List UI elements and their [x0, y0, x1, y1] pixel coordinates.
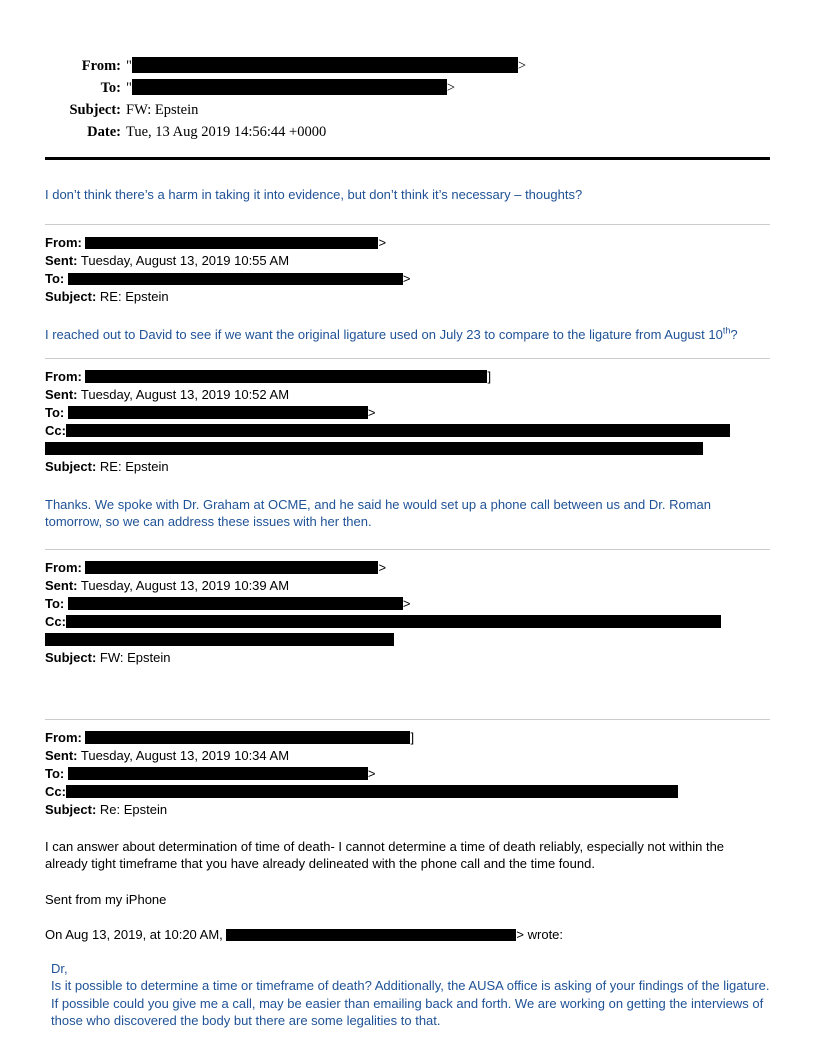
reply-intro	[45, 926, 770, 944]
redaction-bar	[45, 633, 394, 646]
from-label: From:	[45, 368, 82, 384]
redaction-bar	[66, 785, 678, 798]
subject-value: FW: Epstein	[126, 102, 199, 118]
from-row	[45, 368, 770, 386]
reply-intro-suffix: > wrote:	[516, 927, 564, 942]
subject-label: Subject:	[45, 649, 97, 665]
subject-label: Subject:	[45, 289, 97, 304]
cc-label: Cc:	[45, 613, 66, 629]
message-text-tail: ?	[730, 327, 738, 342]
sent-value: Tuesday, August 13, 2019 10:39 AM	[80, 577, 290, 593]
subject-label: Subject:	[45, 458, 97, 474]
redaction-bar	[45, 442, 703, 455]
sent-row	[45, 747, 770, 765]
sent-row	[45, 252, 770, 270]
sent-label: Sent:	[45, 577, 78, 593]
quoted-email-3	[45, 550, 770, 667]
subject-row	[45, 801, 770, 819]
subject-value: RE: Epstein	[99, 458, 169, 474]
cc-label: Cc:	[45, 783, 66, 799]
redaction-bar	[68, 406, 368, 419]
date-value: Tue, 13 Aug 2019 14:56:44 +0000	[126, 124, 327, 140]
redaction-bar	[85, 237, 378, 250]
date-label: Date:	[87, 124, 121, 140]
from-label: From:	[45, 559, 82, 575]
sent-label: Sent:	[45, 253, 78, 268]
to-row	[45, 404, 770, 422]
header-rule	[45, 157, 770, 160]
top-message-text: I don’t think there’s a harm in taking it into evidence, but don’t think it’s necessary – thoughts?	[45, 186, 583, 202]
quoted-email-4	[45, 720, 770, 1030]
redaction-bar	[68, 767, 368, 780]
cc-row	[45, 422, 770, 458]
to-value	[126, 77, 770, 99]
subject-value: FW: Epstein	[99, 649, 171, 665]
angle-bracket: >	[378, 235, 387, 250]
message-text	[45, 326, 770, 344]
from-label: From:	[45, 235, 82, 250]
sent-row	[45, 386, 770, 404]
sent-value: Tuesday, August 13, 2019 10:55 AM	[80, 253, 290, 268]
quoted-reply-text: Is it possible to determine a time or timeframe of death? Additionally, the AUSA office is asking of your findings of the ligature. If possible could you give me a call, may be easier than emailing back and forth. We are working on getting the interviews of those who discovered the body but there are some legalities to that.	[51, 978, 770, 1028]
to-label: To:	[45, 404, 65, 420]
quoted-email-1	[45, 225, 770, 344]
subject-row	[45, 458, 770, 476]
angle-bracket: >	[378, 559, 387, 575]
to-row	[45, 595, 770, 613]
redaction-bar	[85, 561, 378, 574]
to-row	[45, 270, 770, 288]
redaction-bar	[66, 424, 730, 437]
to-row	[45, 765, 770, 783]
from-value	[126, 55, 770, 77]
subject-row	[45, 649, 770, 667]
to-label: To:	[100, 80, 121, 96]
message-text: Thanks. We spoke with Dr. Graham at OCME, and he said he would set up a phone call between us and Dr. Roman tomorrow, so we can address these issues with her then.	[45, 496, 712, 529]
redaction-bar	[85, 370, 487, 383]
sent-label: Sent:	[45, 386, 78, 402]
sent-value: Tuesday, August 13, 2019 10:34 AM	[80, 747, 290, 763]
redaction-bar	[68, 273, 403, 286]
sent-row	[45, 577, 770, 595]
message-text-main: I reached out to David to see if we want the original ligature used on July 23 to compare to the ligature from August 10	[45, 327, 723, 342]
cc-label: Cc:	[45, 422, 66, 438]
reply-intro-prefix: On Aug 13, 2019, at 10:20 AM,	[45, 927, 227, 942]
angle-bracket: >	[367, 765, 376, 781]
redaction-bar	[85, 731, 410, 744]
message-text: I can answer about determination of time of death- I cannot determine a time of death reliably, especially not within the already tight timeframe that you have already delineated with the phone call and the time found.	[45, 838, 725, 871]
quoted-email-2	[45, 359, 770, 531]
mail-header	[45, 55, 770, 143]
to-label: To:	[45, 765, 65, 781]
redaction-bar	[132, 79, 447, 95]
angle-bracket: >	[402, 595, 411, 611]
to-label: To:	[45, 595, 65, 611]
angle-bracket: >	[517, 58, 527, 74]
from-label: From:	[81, 58, 121, 74]
open-quote: "	[126, 58, 132, 74]
redaction-bar	[226, 929, 516, 942]
from-label: From:	[45, 729, 82, 745]
redaction-bar	[66, 615, 721, 628]
sent-value: Tuesday, August 13, 2019 10:52 AM	[80, 386, 290, 402]
superscript-th: th	[722, 325, 731, 336]
quoted-reply-salutation: Dr,	[51, 960, 68, 976]
iphone-signature: Sent from my iPhone	[45, 891, 167, 907]
subject-value: RE: Epstein	[99, 289, 169, 304]
quoted-reply	[45, 960, 770, 1030]
redaction-bar	[132, 57, 518, 73]
to-label: To:	[45, 271, 65, 286]
from-row	[45, 729, 770, 747]
angle-bracket: >	[446, 80, 456, 96]
subject-row	[45, 288, 770, 306]
from-row	[45, 234, 770, 252]
cc-row	[45, 613, 770, 649]
from-row	[45, 559, 770, 577]
subject-label: Subject:	[69, 102, 121, 118]
cc-row	[45, 783, 770, 801]
angle-bracket: >	[402, 271, 411, 286]
redaction-bar	[68, 597, 403, 610]
open-quote: "	[126, 80, 132, 96]
square-bracket: ]	[410, 729, 415, 745]
square-bracket: ]	[487, 368, 492, 384]
subject-value: Re: Epstein	[99, 801, 168, 817]
subject-label: Subject:	[45, 801, 97, 817]
angle-bracket: >	[367, 404, 376, 420]
sent-label: Sent:	[45, 747, 78, 763]
